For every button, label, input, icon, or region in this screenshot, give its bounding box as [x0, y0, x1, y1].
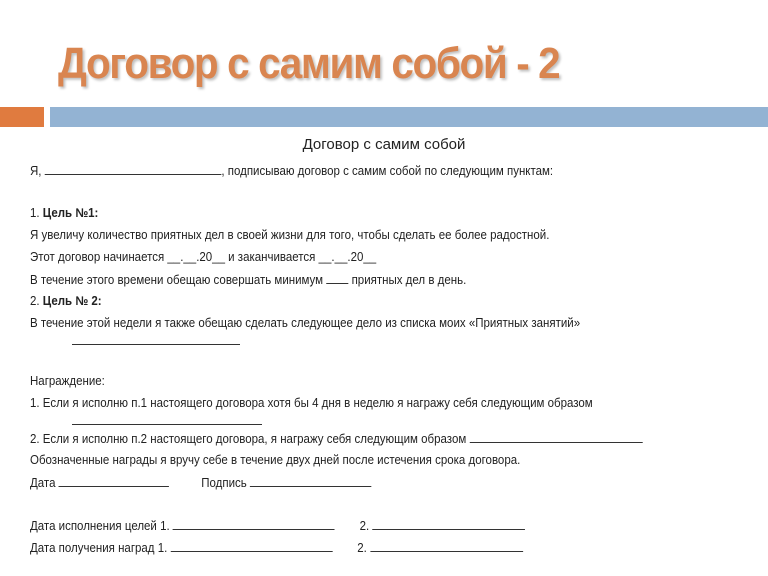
date-label: Дата	[30, 476, 56, 490]
per-day-label: приятных дел в день.	[351, 273, 467, 287]
goal2-number: 2.	[30, 294, 40, 308]
signature-label: Подпись	[201, 476, 247, 490]
reward2-blank[interactable]	[469, 431, 642, 443]
accent-bar-blue	[50, 107, 768, 127]
start-date-blank[interactable]: __.__.20__	[167, 250, 225, 264]
goal1-heading	[30, 206, 98, 220]
goal1-number: 1.	[30, 206, 40, 220]
name-blank[interactable]	[45, 163, 222, 175]
rewards-date-blank-2[interactable]	[370, 540, 523, 552]
rewards-date-n2: 2.	[357, 541, 367, 555]
reward1-blank[interactable]	[72, 424, 262, 425]
reward-item2	[30, 431, 642, 446]
goals-date-blank-1[interactable]	[173, 518, 335, 530]
intro-prefix: Я,	[30, 164, 42, 178]
goal1-label: Цель №1:	[42, 206, 99, 220]
reward-heading: Награждение:	[30, 374, 105, 388]
goal1-line3	[30, 272, 466, 287]
goals-date-row	[30, 518, 525, 533]
minimum-label: В течение этого времени обещаю совершать минимум	[30, 273, 324, 287]
goals-date-n2: 2.	[359, 519, 370, 533]
signature-line	[30, 475, 371, 490]
goal2-line1: В течение этой недели я также обещаю сделать следующее дело из списка моих «Приятных занятий»	[30, 316, 581, 330]
document-title: Договор с самим собой	[302, 136, 466, 153]
accent-bar-orange	[0, 107, 44, 127]
end-label: и заканчивается	[228, 250, 316, 264]
goal1-line1: Я увеличу количество приятных дел в своей жизни для того, чтобы сделать ее более радостной.	[30, 228, 550, 242]
rewards-date-n1: 1.	[157, 541, 168, 555]
goal2-heading	[30, 294, 102, 308]
reward-note: Обозначенные награды я вручу себе в течение двух дней после истечения срока договора.	[30, 453, 521, 467]
rewards-date-row	[30, 540, 523, 555]
start-label: Этот договор начинается	[30, 250, 165, 264]
slide-title: Договор с самим собой - 2	[58, 39, 560, 88]
goals-date-n1: 1.	[160, 519, 170, 533]
goal1-line2	[30, 250, 376, 264]
intro-line	[30, 163, 553, 178]
reward-item2-text: 2. Если я исполню п.2 настоящего договора, я награжу себя следующим образом	[30, 432, 467, 446]
reward-item1: 1. Если я исполню п.1 настоящего договора хотя бы 4 дня в неделю я награжу себя следующим образом	[30, 396, 593, 410]
goals-date-label: Дата исполнения целей	[30, 519, 157, 533]
rewards-date-label: Дата получения наград	[30, 541, 155, 555]
goals-date-blank-2[interactable]	[372, 518, 525, 530]
signature-blank[interactable]	[250, 475, 371, 487]
rewards-date-blank-1[interactable]	[171, 540, 333, 552]
goal2-label: Цель № 2:	[42, 294, 102, 308]
date-blank[interactable]	[59, 475, 169, 487]
intro-suffix: , подписываю договор с самим собой по следующим пунктам:	[221, 164, 554, 178]
end-date-blank[interactable]: __.__.20__	[318, 250, 377, 264]
minimum-count-blank[interactable]	[326, 272, 348, 284]
goal2-activity-blank[interactable]	[72, 344, 240, 345]
